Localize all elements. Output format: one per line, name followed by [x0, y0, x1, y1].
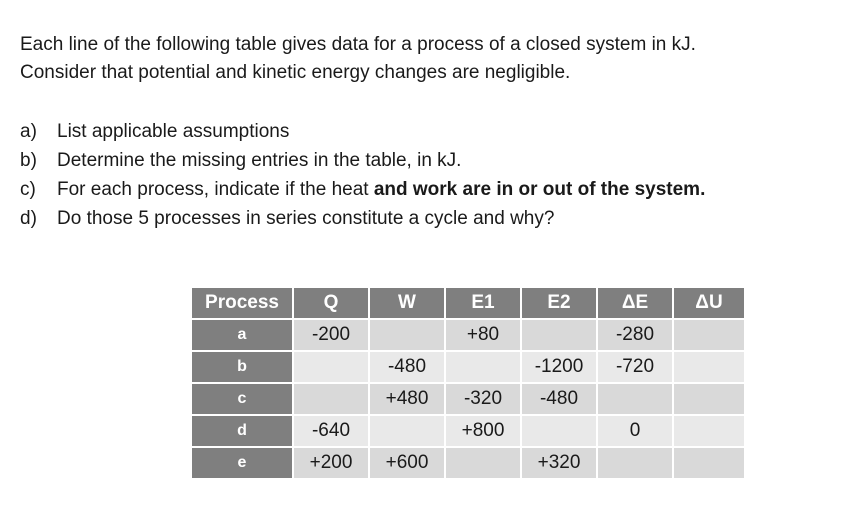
process-cell: c	[191, 383, 293, 415]
process-cell: d	[191, 415, 293, 447]
header-e2: E2	[521, 287, 597, 319]
question-text: For each process, indicate if the heat and work are in or out of the system.	[57, 179, 706, 200]
e1-cell: +80	[445, 319, 521, 351]
w-cell: +600	[369, 447, 445, 479]
delta-e-cell: -280	[597, 319, 673, 351]
w-cell: +480	[369, 383, 445, 415]
w-cell: -480	[369, 351, 445, 383]
e1-cell: +800	[445, 415, 521, 447]
header-delta-u: ΔU	[673, 287, 745, 319]
w-cell	[369, 415, 445, 447]
question-bold-text: and work are in or out of the system.	[373, 179, 706, 200]
q-cell: -640	[293, 415, 369, 447]
e2-cell: +320	[521, 447, 597, 479]
delta-u-cell	[673, 319, 745, 351]
delta-e-cell	[597, 383, 673, 415]
table-row	[191, 415, 745, 447]
q-cell: +200	[293, 447, 369, 479]
question-b	[20, 146, 705, 175]
header-e1: E1	[445, 287, 521, 319]
w-cell	[369, 319, 445, 351]
delta-e-cell: -720	[597, 351, 673, 383]
header-process: Process	[191, 287, 293, 319]
header-w: W	[369, 287, 445, 319]
question-letter: d)	[20, 208, 37, 229]
e2-cell	[521, 415, 597, 447]
intro-line-1: Each line of the following table gives data for a process of a closed system in kJ.	[20, 34, 696, 55]
process-cell: a	[191, 319, 293, 351]
question-letter: a)	[20, 121, 37, 142]
delta-u-cell	[673, 351, 745, 383]
e1-cell	[445, 351, 521, 383]
problem-intro	[20, 31, 696, 87]
delta-e-cell: 0	[597, 415, 673, 447]
e1-cell: -320	[445, 383, 521, 415]
delta-u-cell	[673, 415, 745, 447]
q-cell	[293, 383, 369, 415]
e2-cell	[521, 319, 597, 351]
question-letter: b)	[20, 150, 37, 171]
delta-u-cell	[673, 447, 745, 479]
table-header-row	[191, 287, 745, 319]
table-row	[191, 447, 745, 479]
question-text: Do those 5 processes in series constitute a cycle and why?	[57, 208, 555, 229]
question-letter: c)	[20, 179, 36, 200]
delta-u-cell	[673, 383, 745, 415]
question-text: List applicable assumptions	[57, 121, 290, 142]
e2-cell: -1200	[521, 351, 597, 383]
process-data-table	[190, 286, 746, 480]
table-row	[191, 351, 745, 383]
e2-cell: -480	[521, 383, 597, 415]
process-cell: b	[191, 351, 293, 383]
header-q: Q	[293, 287, 369, 319]
question-text: Determine the missing entries in the table, in kJ.	[57, 150, 462, 171]
question-d	[20, 204, 705, 233]
q-cell: -200	[293, 319, 369, 351]
header-delta-e: ΔE	[597, 287, 673, 319]
e1-cell	[445, 447, 521, 479]
question-a	[20, 117, 705, 146]
table-row	[191, 319, 745, 351]
delta-e-cell	[597, 447, 673, 479]
question-c	[20, 175, 705, 204]
table-row	[191, 383, 745, 415]
question-list	[20, 117, 705, 233]
intro-line-2: Consider that potential and kinetic energy changes are negligible.	[20, 62, 571, 83]
q-cell	[293, 351, 369, 383]
process-cell: e	[191, 447, 293, 479]
